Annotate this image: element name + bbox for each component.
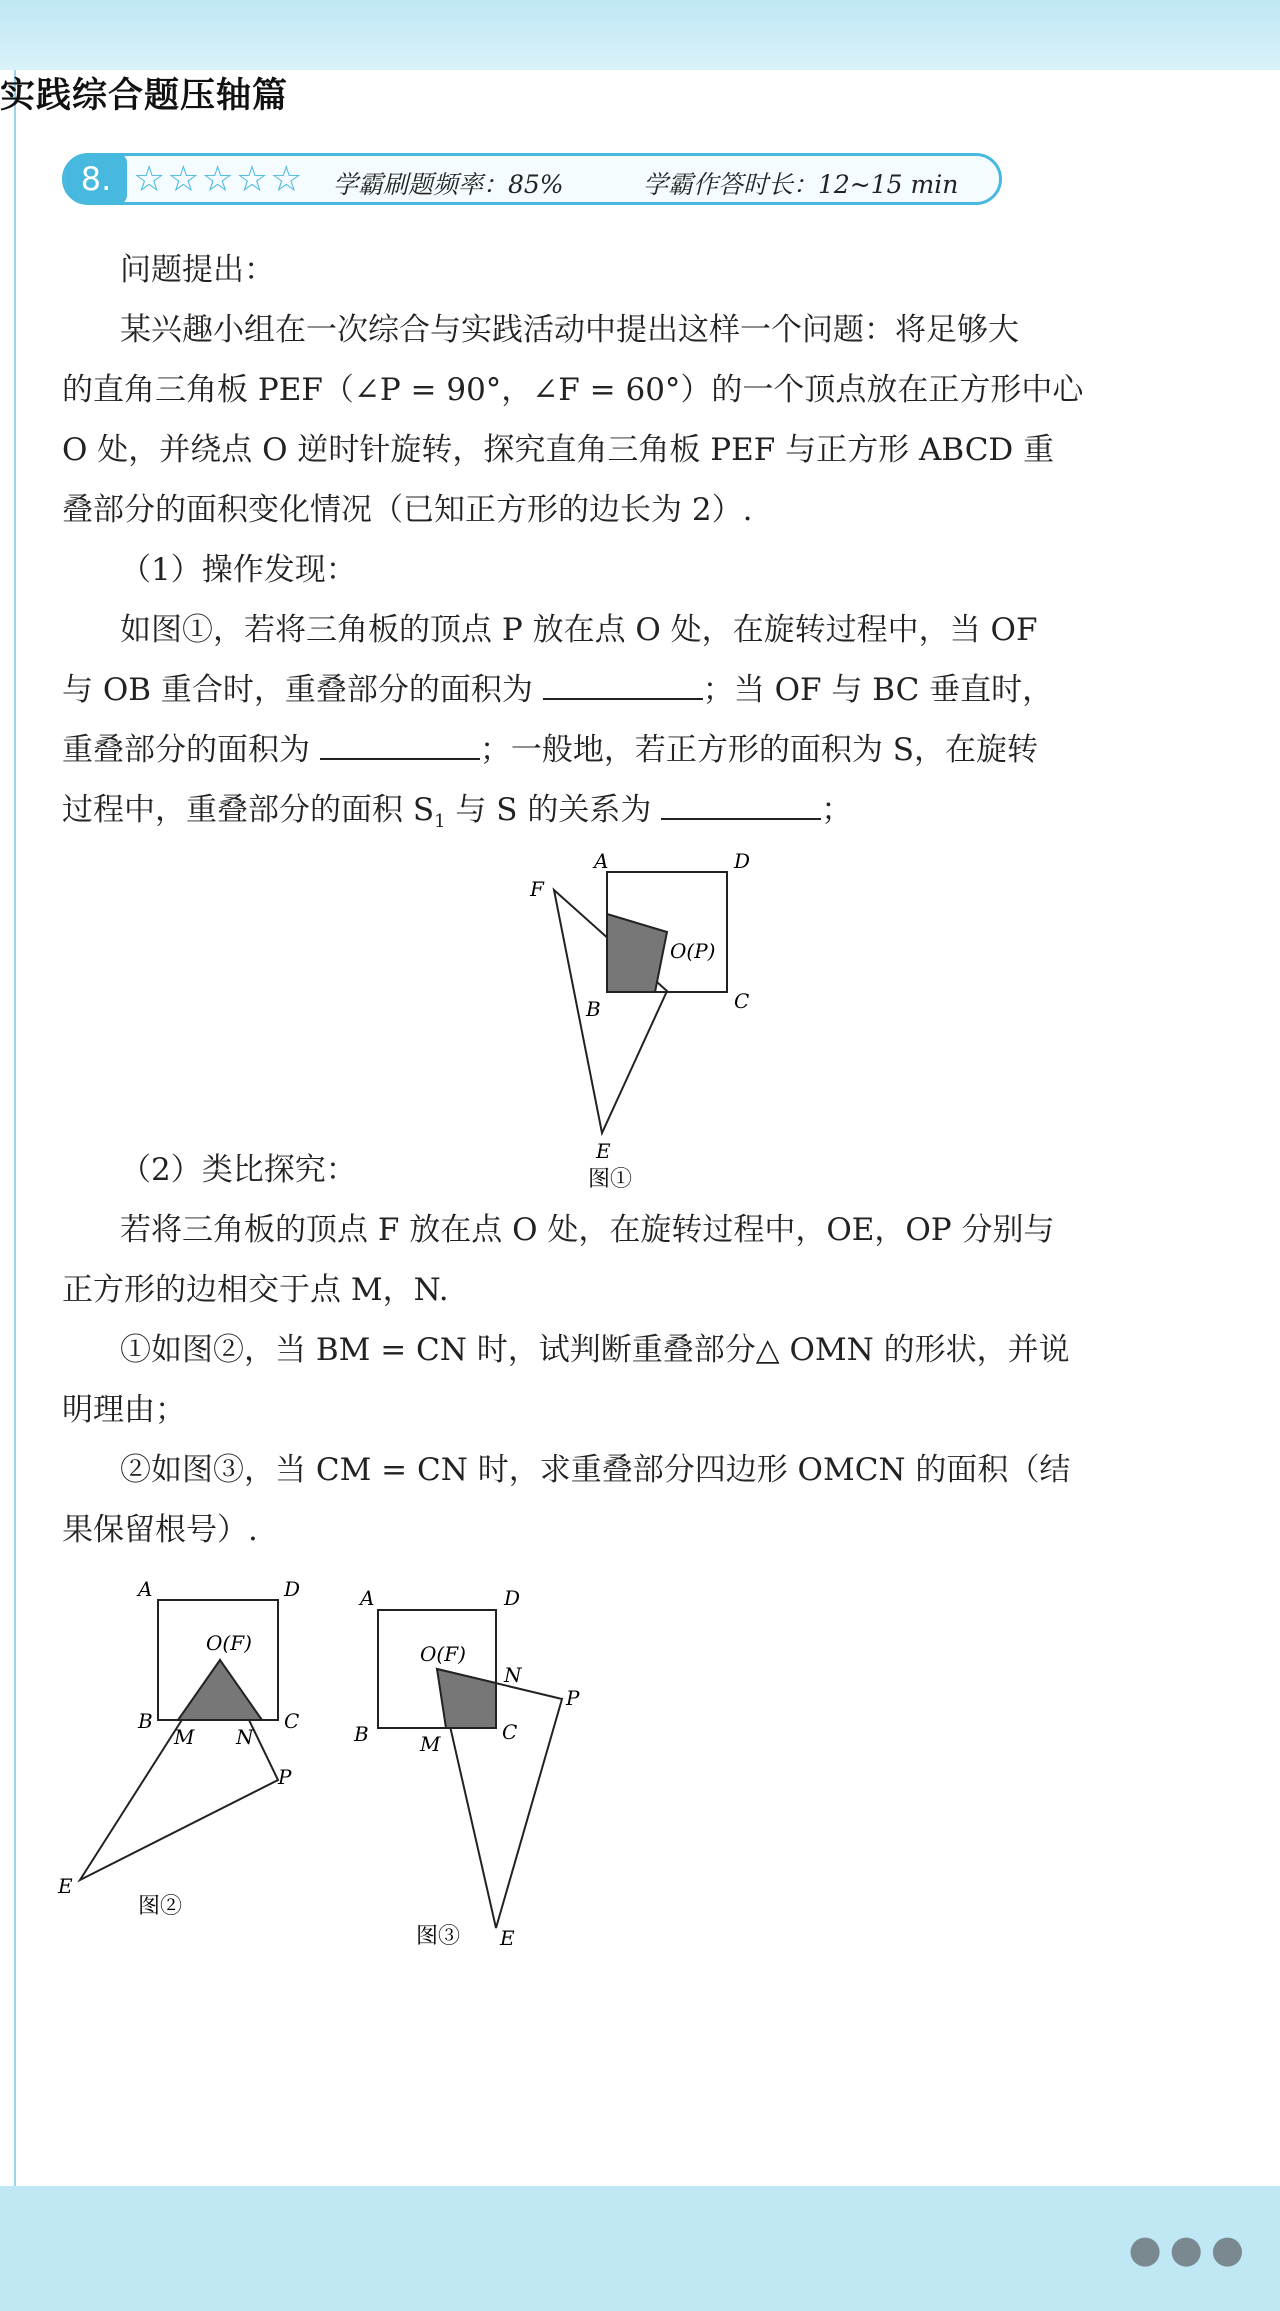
fig2-label-d: D — [284, 1577, 301, 1601]
fig2-label-n: N — [236, 1725, 254, 1749]
part2-line-4: 明理由； — [62, 1392, 186, 1428]
fig3-label-e: E — [500, 1926, 515, 1950]
part1-line-1: 如图①，若将三角板的顶点 P 放在点 O 处，在旋转过程中，当 OF — [120, 612, 1038, 648]
fig1-label-e: E — [596, 1139, 611, 1163]
fig2-label-m: M — [174, 1725, 195, 1749]
part2-line-1: 若将三角板的顶点 F 放在点 O 处，在旋转过程中，OE，OP 分别与 — [120, 1212, 1055, 1248]
fig3-label-d: D — [504, 1586, 521, 1610]
fig2-label-b: B — [138, 1709, 153, 1733]
fig3-label-a: A — [360, 1586, 375, 1610]
part1-line-4c: ； — [821, 792, 853, 828]
fig1-label-f: F — [530, 877, 544, 901]
fig2-caption: 图② — [138, 1894, 183, 1919]
heading-question: 问题提出： — [120, 252, 275, 288]
problem-number: 8. — [65, 153, 127, 205]
fig3-label-c: C — [502, 1720, 518, 1744]
intro-line-3: O 处，并绕点 O 逆时针旋转，探究直角三角板 PEF 与正方形 ABCD 重 — [62, 432, 1055, 468]
fig2-triangle — [80, 1660, 278, 1880]
part1-line-2a: 与 OB 重合时，重叠部分的面积为 — [62, 672, 533, 708]
subscript-1: 1 — [434, 811, 446, 833]
fig1-label-a: A — [594, 849, 609, 873]
fig1-overlap — [607, 914, 667, 992]
intro-line-4: 叠部分的面积变化情况（已知正方形的边长为 2）. — [62, 492, 753, 528]
fig1-label-d: D — [734, 849, 751, 873]
left-margin-rule — [14, 70, 16, 2186]
intro-line-2: 的直角三角板 PEF（∠P = 90°，∠F = 60°）的一个顶点放在正方形中心 — [62, 372, 1084, 408]
fig2-label-of: O(F) — [206, 1631, 252, 1655]
part1-line-3a: 重叠部分的面积为 — [62, 732, 310, 768]
fig1-label-c: C — [734, 989, 750, 1013]
fig3-caption: 图③ — [416, 1924, 461, 1949]
part1-line-3 — [62, 720, 1142, 780]
answer-time: 学霸作答时长：12~15 min — [643, 170, 959, 199]
practice-frequency: 学霸刷题频率：85% — [333, 170, 564, 199]
fig1-caption: 图① — [588, 1167, 633, 1192]
part2-line-2: 正方形的边相交于点 M，N. — [62, 1272, 449, 1308]
figure-2 — [50, 1570, 340, 1940]
fig3-label-m: M — [420, 1732, 441, 1756]
part1-line-2b: ；当 OF 与 BC 垂直时， — [702, 672, 1054, 708]
fig2-overlap — [178, 1660, 262, 1720]
part1-line-3b: ；一般地，若正方形的面积为 S，在旋转 — [479, 732, 1038, 768]
top-decorative-band — [0, 0, 1280, 70]
fig2-label-c: C — [284, 1709, 300, 1733]
answer-blank-1 — [543, 664, 703, 700]
more-options-dots[interactable]: ●●● — [1128, 2227, 1252, 2271]
figure-3 — [340, 1575, 590, 1955]
fig2-label-e: E — [58, 1874, 73, 1898]
fig2-label-a: A — [138, 1577, 153, 1601]
part2-line-3: ①如图②，当 BM = CN 时，试判断重叠部分△ OMN 的形状，并说 — [120, 1332, 1070, 1368]
intro-line-1: 某兴趣小组在一次综合与实践活动中提出这样一个问题：将足够大 — [120, 312, 1019, 348]
part2-line-6: 果保留根号）. — [62, 1512, 258, 1548]
fig3-label-b: B — [354, 1722, 369, 1746]
part1-line-4a: 过程中，重叠部分的面积 S — [62, 792, 435, 828]
fig1-label-op: O(P) — [670, 939, 716, 963]
problem-info-bar — [62, 153, 1002, 205]
fig2-label-p: P — [278, 1765, 292, 1789]
fig3-label-of: O(F) — [420, 1642, 466, 1666]
answer-blank-3 — [661, 784, 821, 820]
bottom-decorative-band — [0, 2186, 1280, 2311]
fig3-label-p: P — [566, 1686, 580, 1710]
fig3-label-n: N — [504, 1663, 522, 1687]
fig3-overlap — [437, 1669, 496, 1728]
part1-line-4b: 与 S 的关系为 — [445, 792, 652, 828]
part1-title: （1）操作发现： — [120, 552, 357, 588]
section-title: 实践综合题压轴篇 — [0, 76, 289, 116]
fig1-label-b: B — [586, 997, 601, 1021]
part1-line-2 — [62, 660, 1142, 720]
part2-line-5: ②如图③，当 CM = CN 时，求重叠部分四边形 OMCN 的面积（结 — [120, 1452, 1071, 1488]
part2-title: （2）类比探究： — [120, 1152, 357, 1188]
answer-blank-2 — [320, 724, 480, 760]
difficulty-stars: ☆☆☆☆☆ — [133, 159, 305, 200]
